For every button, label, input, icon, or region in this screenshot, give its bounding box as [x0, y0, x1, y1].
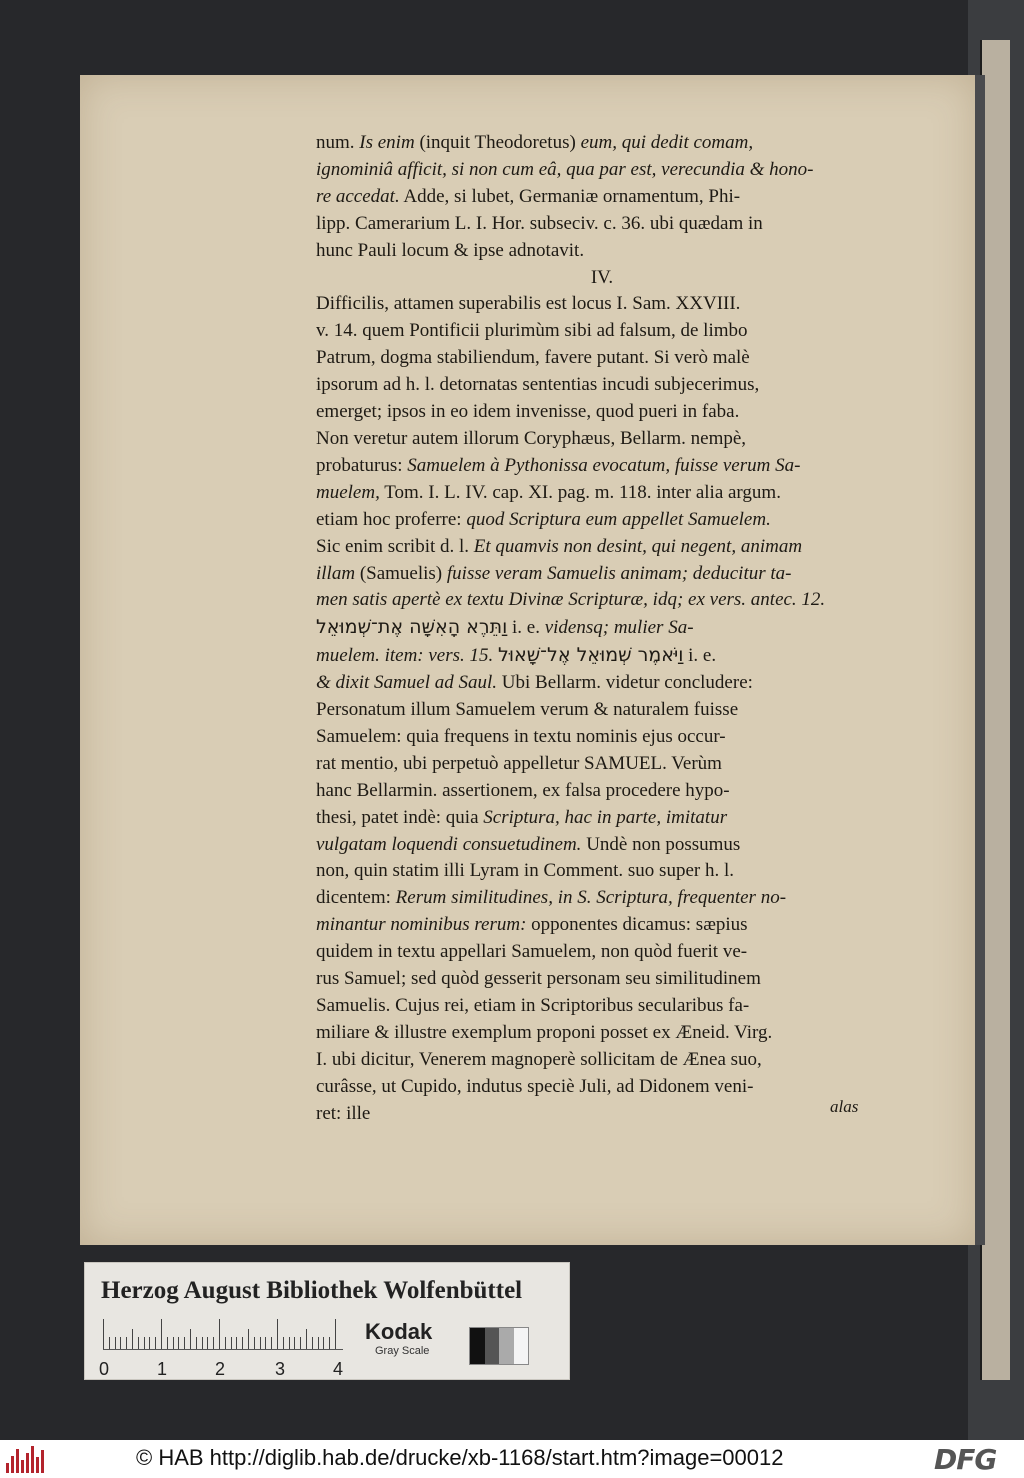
text-line	[316, 751, 888, 778]
ruler-tick	[265, 1337, 266, 1349]
text-segment: emerget; ipsos in eo idem invenisse, quod pueri in faba.	[316, 401, 740, 423]
text-line	[316, 587, 888, 614]
ruler-number: 1	[157, 1359, 168, 1379]
text-line	[316, 832, 888, 859]
ruler-tick	[213, 1337, 214, 1349]
text-segment: quod Scriptura eum appellet Samuelem.	[466, 508, 771, 530]
text-segment: ret: ille	[316, 1102, 371, 1124]
ruler-tick	[178, 1337, 179, 1349]
text-segment: i. e.	[683, 645, 717, 667]
text-line	[316, 805, 888, 832]
ruler-tick	[120, 1337, 121, 1349]
text-line	[316, 426, 888, 453]
text-line	[316, 912, 888, 939]
ruler-tick	[161, 1319, 162, 1349]
text-segment: eum, qui dedit comam,	[580, 132, 754, 153]
library-name: Herzog August Bibliothek Wolfenbüttel	[101, 1277, 523, 1304]
hab-logo-bar	[41, 1450, 44, 1473]
text-segment: rat mentio, ubi perpetuò appelletur SAMUEL. Verùm	[316, 752, 722, 774]
text-line	[316, 642, 888, 670]
text-line	[316, 399, 888, 426]
text-segment: (inquit Theodoretus)	[414, 132, 581, 153]
text-line	[316, 130, 888, 157]
hab-logo-bar	[11, 1456, 14, 1473]
ruler-tick	[103, 1319, 104, 1349]
text-line	[316, 697, 888, 724]
text-segment: ignominiâ afficit, si non cum eâ, qua par est, verecundia & hono-	[316, 158, 814, 180]
text-line	[316, 480, 888, 507]
ruler-tick	[294, 1337, 295, 1349]
text-line	[316, 939, 888, 966]
ruler-tick	[318, 1337, 319, 1349]
ruler-tick	[144, 1337, 145, 1349]
text-segment: Is enim	[359, 132, 415, 153]
ruler-tick	[289, 1337, 290, 1349]
ruler-tick	[254, 1337, 255, 1349]
text-segment: lipp. Camerarium L. I. Hor. subseciv. c. 36. ubi quædam in	[316, 212, 763, 234]
text-segment: Samuelem à Pythonissa evocatum, fuisse verum Sa-	[407, 454, 801, 476]
text-segment: Ubi Bellarm. videtur concludere:	[497, 672, 753, 694]
ruler-tick	[132, 1329, 133, 1349]
text-segment: Scriptura, hac in parte, imitatur	[483, 806, 728, 828]
ruler-tick	[225, 1337, 226, 1349]
text-line	[316, 614, 888, 642]
text-segment: Samuelem: quia frequens in textu nominis ejus occur-	[316, 725, 726, 747]
text-segment: men satis apertè ex textu Divinæ Scripturæ, idq; ex vers. antec. 12.	[316, 589, 826, 611]
text-segment: ipsorum ad h. l. detornatas sententias incudi subjecerimus,	[316, 374, 760, 396]
text-line	[316, 1074, 888, 1101]
ruler-tick	[167, 1337, 168, 1349]
ruler-tick	[173, 1337, 174, 1349]
ruler-tick	[196, 1337, 197, 1349]
text-line	[316, 561, 888, 588]
text-line	[316, 184, 888, 211]
text-segment: opponentes dicamus: sæpius	[526, 914, 748, 936]
text-segment: Non veretur autem illorum Coryphæus, Bellarm. nempè,	[316, 427, 747, 449]
ruler-tick	[248, 1329, 249, 1349]
hab-logo-bar	[6, 1463, 9, 1473]
ruler-tick	[236, 1337, 237, 1349]
ruler-tick	[207, 1337, 208, 1349]
text-segment: muelem. item: vers. 15.	[316, 645, 494, 667]
footer-credit-link[interactable]: © HAB http://diglib.hab.de/drucke/xb-1168/start.htm?image=00012	[136, 1445, 784, 1470]
ruler-tick	[271, 1337, 272, 1349]
text-line	[316, 345, 888, 372]
footer-bar	[0, 1440, 1024, 1478]
page-gutter	[975, 75, 985, 1245]
text-line	[316, 778, 888, 805]
text-segment: num.	[316, 132, 360, 153]
text-segment: Undè non possumus	[581, 833, 741, 855]
ruler-tick	[300, 1337, 301, 1349]
text-segment: Rerum similitudines, in S. Scriptura, frequenter no-	[395, 887, 787, 909]
ruler-tick	[323, 1337, 324, 1349]
text-line	[316, 724, 888, 751]
ruler-tick	[190, 1329, 191, 1349]
kodak-logo: Kodak	[365, 1319, 433, 1344]
text-segment: rus Samuel; sed quòd gesserit personam seu similitudinem	[316, 968, 761, 990]
hab-logo-bar	[31, 1446, 34, 1473]
text-segment: I. ubi dicitur, Venerem magnoperè sollicitam de Ænea suo,	[316, 1048, 762, 1070]
text-segment: probaturus:	[316, 454, 408, 476]
text-segment: Et quamvis non desint, qui negent, animam	[473, 535, 803, 557]
ruler-tick	[138, 1337, 139, 1349]
hab-logo-icon	[6, 1445, 48, 1473]
ruler-tick	[312, 1337, 313, 1349]
text-segment: muelem,	[316, 481, 380, 503]
text-line	[316, 885, 888, 912]
text-line	[316, 670, 888, 697]
hab-logo-bar	[26, 1453, 29, 1473]
ruler-number: 3	[275, 1359, 286, 1379]
text-segment: hanc Bellarmin. assertionem, ex falsa procedere hypo-	[316, 779, 730, 801]
text-line	[316, 372, 888, 399]
text-segment: Patrum, dogma stabiliendum, favere putant. Si verò malè	[316, 347, 750, 369]
text-segment: quidem in textu appellari Samuelem, non quòd fuerit ve-	[316, 941, 748, 963]
gray-scale-swatches	[469, 1327, 529, 1365]
ruler-tick	[283, 1337, 284, 1349]
text-line	[316, 858, 888, 885]
text-line	[316, 318, 888, 345]
ruler-number: 4	[333, 1359, 344, 1379]
library-label-card	[84, 1262, 570, 1380]
hebrew-text: וַתֵּרֶא הָאִשָּׁה אֶת־שְׁמוּאֵל	[316, 616, 508, 639]
text-segment: re accedat.	[316, 185, 400, 207]
ruler-tick	[335, 1319, 336, 1349]
ruler-number: 0	[99, 1359, 110, 1379]
text-segment: dicentem:	[316, 887, 396, 909]
ruler-tick	[155, 1337, 156, 1349]
text-line	[316, 1101, 888, 1128]
hab-logo-bar	[21, 1460, 24, 1473]
ruler-tick	[202, 1337, 203, 1349]
ruler-tick	[219, 1319, 220, 1349]
text-segment: etiam hoc proferre:	[316, 508, 467, 530]
text-line	[316, 1047, 888, 1074]
text-segment: hunc Pauli locum & ipse adnotavit.	[316, 239, 585, 261]
text-segment: vulgatam loquendi consuetudinem.	[316, 833, 582, 855]
ruler-tick	[260, 1337, 261, 1349]
text-line	[316, 265, 888, 292]
hab-logo-bar	[16, 1449, 19, 1473]
ruler-tick	[277, 1319, 278, 1349]
hab-logo-bar	[36, 1457, 39, 1473]
ruler-tick	[184, 1337, 185, 1349]
text-line	[316, 993, 888, 1020]
ruler-scale	[103, 1319, 343, 1350]
text-segment: fuisse veram Samuelis animam; deducitur ta-	[446, 562, 792, 584]
text-segment: illam	[316, 562, 356, 584]
text-segment: thesi, patet indè: quia	[316, 806, 484, 828]
text-segment: v. 14. quem Pontificii plurimùm sibi ad falsum, de limbo	[316, 320, 748, 342]
ruler-tick	[126, 1337, 127, 1349]
text-segment: Difficilis, attamen superabilis est locus I. Sam. XXVIII.	[316, 293, 741, 315]
ruler-tick	[329, 1337, 330, 1349]
text-line	[316, 966, 888, 993]
text-line	[316, 291, 888, 318]
gray-scale-caption: Gray Scale	[375, 1345, 430, 1357]
text-line	[316, 534, 888, 561]
text-segment: Adde, si lubet, Germaniæ ornamentum, Phi-	[399, 185, 741, 207]
text-segment: minantur nominibus rerum:	[316, 914, 527, 936]
ruler-number: 2	[215, 1359, 226, 1379]
text-line	[316, 211, 888, 238]
hebrew-text: וַיֹּאמֶר שְׁמוּאֵל אֶל־שָׁאוּל	[498, 644, 684, 667]
ruler-tick	[242, 1337, 243, 1349]
text-segment: Tom. I. L. IV. cap. XI. pag. m. 118. inter alia argum.	[379, 481, 781, 503]
catchword: alas	[830, 1097, 859, 1116]
text-line	[316, 157, 888, 184]
text-line	[316, 453, 888, 480]
text-segment: Sic enim scribit d. l.	[316, 535, 474, 557]
ruler-tick	[231, 1337, 232, 1349]
text-segment: miliare & illustre exemplum proponi posset ex Æneid. Virg.	[316, 1021, 773, 1043]
ruler-tick	[306, 1329, 307, 1349]
text-line	[316, 1020, 888, 1047]
text-segment: IV.	[590, 266, 614, 288]
text-segment: Samuelis. Cujus rei, etiam in Scriptoribus secularibus fa-	[316, 995, 750, 1016]
text-line	[316, 238, 888, 265]
text-segment: Personatum illum Samuelem verum & naturalem fuisse	[316, 699, 739, 721]
page-text	[316, 130, 888, 1128]
text-segment: (Samuelis)	[355, 562, 447, 584]
text-segment: & dixit Samuel ad Saul.	[316, 672, 498, 694]
ruler-tick	[109, 1337, 110, 1349]
text-segment: non, quin statim illi Lyram in Comment. suo super h. l.	[316, 860, 734, 882]
dfg-logo: DFG	[934, 1443, 997, 1476]
ruler-tick	[115, 1337, 116, 1349]
text-segment: curâsse, ut Cupido, indutus speciè Juli, ad Didonem veni-	[316, 1075, 754, 1097]
text-segment: vidensq; mulier Sa-	[544, 617, 694, 639]
text-segment: i. e.	[507, 617, 545, 639]
ruler-tick	[149, 1337, 150, 1349]
text-line	[316, 507, 888, 534]
